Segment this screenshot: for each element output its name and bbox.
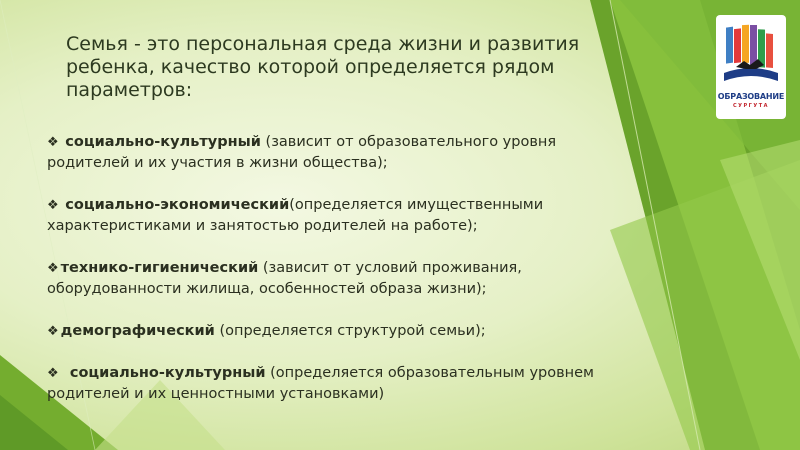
bullet-list xyxy=(47,132,607,405)
item-term: демографический xyxy=(60,323,215,339)
logo-subtitle: СУРГУТА xyxy=(732,103,769,109)
item-term: социально-экономический xyxy=(65,197,290,213)
diamond-bullet-icon: ❖ xyxy=(47,135,59,150)
list-item xyxy=(47,195,607,237)
item-text: (зависит от образовательного уровня родителей и их участия в жизни общества); xyxy=(47,134,557,171)
list-item xyxy=(47,321,607,342)
slide-title: Семья - это персональная среда жизни и развития ребенка, качество которой определяется рядом параметров: xyxy=(66,33,580,101)
item-text: (зависит от условий проживания, оборудованности жилища, особенностей образа жизни); xyxy=(47,260,522,297)
item-term: технико-гигиенический xyxy=(60,260,259,276)
diamond-bullet-icon: ❖ xyxy=(47,366,59,381)
list-item xyxy=(47,258,607,300)
item-text: (определяется структурой семьи); xyxy=(214,323,486,339)
item-text: (определяется образовательным уровнем родителей и их ценностными установками) xyxy=(47,365,594,402)
item-text: (определяется имущественными характеристиками и занятостью родителей на работе); xyxy=(47,197,544,234)
list-item xyxy=(47,132,607,174)
diamond-bullet-icon: ❖ xyxy=(47,198,59,213)
logo-title: ОБРАЗОВАНИЕ xyxy=(717,92,785,101)
list-item xyxy=(47,363,607,405)
logo xyxy=(716,15,786,119)
diamond-bullet-icon: ❖ xyxy=(47,324,59,339)
item-term: социально-культурный xyxy=(69,365,266,381)
item-term: социально-культурный xyxy=(65,134,261,150)
diamond-bullet-icon: ❖ xyxy=(47,261,59,276)
